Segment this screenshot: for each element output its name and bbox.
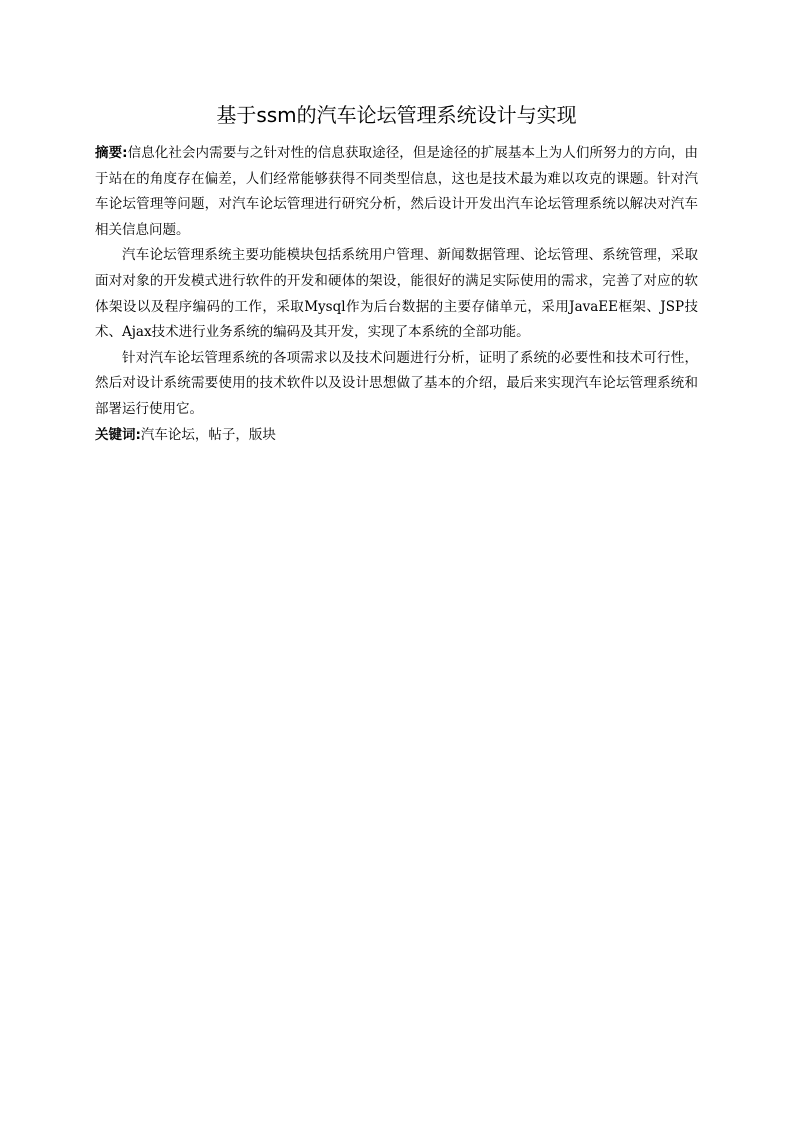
abstract-label: 摘要: [95,145,128,161]
keywords-line [95,423,698,449]
abstract-text-1: 信息化社会内需要与之针对性的信息获取途径，但是途径的扩展基本上为人们所努力的方向，由于站在的角度存在偏差，人们经常能够获得不同类型信息，这也是技术最为难以攻克的课题。针对汽车论坛管理等问题，对汽车论坛管理进行研究分析，然后设计开发出汽车论坛管理系统以解决对汽车相关信息问题。 [95,145,698,238]
abstract-paragraph-2: 汽车论坛管理系统主要功能模块包括系统用户管理、新闻数据管理、论坛管理、系统管理，采取面对对象的开发模式进行软件的开发和硬体的架设，能很好的满足实际使用的需求，完善了对应的软体架设以及程序编码的工作，采取Mysql作为后台数据的主要存储单元，采用JavaEE框架、JSP技术、Ajax技术进行业务系统的编码及其开发，实现了本系统的全部功能。 [95,247,698,341]
abstract-paragraph-3: 针对汽车论坛管理系统的各项需求以及技术问题进行分析，证明了系统的必要性和技术可行性，然后对设计系统需要使用的技术软件以及设计思想做了基本的介绍，最后来实现汽车论坛管理系统和部署运行使用它。 [95,349,698,417]
document-title: 基于ssm的汽车论坛管理系统设计与实现 [216,103,577,127]
abstract-paragraph-1 [95,141,698,243]
keywords-text: 汽车论坛，帖子，版块 [140,426,276,443]
keywords-label: 关键词: [95,426,141,443]
abstract-section [95,141,698,448]
